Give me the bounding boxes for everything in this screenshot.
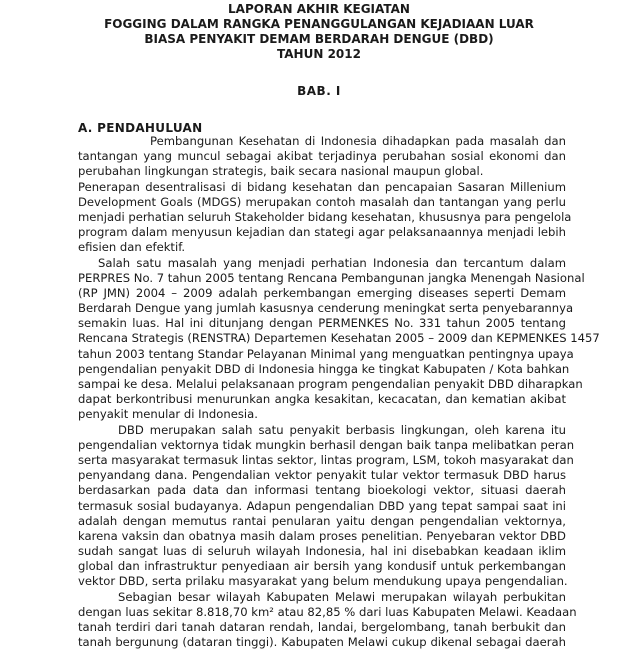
- body-line: vektor DBD, serta prilaku masyarakat yang belum mendukung upaya pengendalian.: [78, 574, 568, 589]
- body-line: berdasarkan pada data dan informasi tentang bioekologi vektor, situasi daerah: [78, 483, 566, 498]
- body-line: tahun 2003 tentang Standar Pelayanan Minimal yang menguatkan pentingnya upaya: [78, 346, 574, 361]
- body-text: [78, 134, 600, 650]
- body-line: dapat berkontribusi menurunkan angka kesakitan, kecacatan, dan kematian akibat: [78, 392, 566, 407]
- body-line: Pembangunan Kesehatan di Indonesia dihadapkan pada masalah dan: [150, 134, 566, 148]
- report-title-line-1: LAPORAN AKHIR KEGIATAN: [228, 2, 410, 16]
- body-line: Salah satu masalah yang menjadi perhatian Indonesia dan tercantum dalam: [98, 255, 566, 270]
- body-line: penyakit menular di Indonesia.: [78, 407, 258, 422]
- body-line: sudah sangat luas di seluruh wilayah Indonesia, hal ini disebabkan keadaan iklim: [78, 544, 566, 559]
- body-line: perubahan lingkungan strategis, baik secara nasional maupun global.: [78, 164, 484, 179]
- body-line: semakin luas. Hal ini ditunjang dengan PERMENKES No. 331 tahun 2005 tentang: [78, 316, 566, 331]
- body-line: pengendalian penyakit DBD di Indonesia hingga ke tingkat Kabupaten / Kota bahkan: [78, 361, 570, 376]
- chapter-heading: BAB. I: [297, 84, 341, 98]
- body-line: pengendalian vektornya tidak mungkin berhasil dengan baik tanpa melibatkan peran: [78, 437, 575, 452]
- body-line: dengan luas sekitar 8.818,70 km² atau 82,85 % dari luas Kabupaten Melawi. Keadaan: [78, 604, 577, 619]
- report-title-block: [0, 2, 638, 62]
- body-line: efisien dan efektif.: [78, 240, 186, 255]
- body-line: Sebagian besar wilayah Kabupaten Melawi merupakan wilayah perbukitan: [118, 589, 566, 604]
- report-title-line-4: TAHUN 2012: [277, 47, 361, 61]
- body-line: tanah bergunung (dataran tinggi). Kabupaten Melawi cukup dikenal sebagai daerah: [78, 635, 566, 650]
- body-line: termasuk sosial budayanya. Adapun pengendalian DBD yang tepat sampai saat ini: [78, 498, 566, 513]
- body-line: serta masyarakat termasuk lintas sektor, lintas program, LSM, tokoh masyarakat dan: [78, 452, 574, 467]
- report-title-line-3: BIASA PENYAKIT DEMAM BERDARAH DENGUE (DBD): [144, 32, 494, 46]
- body-line: PERPRES No. 7 tahun 2005 tentang Rencana Pembangunan jangka Menengah Nasional: [78, 270, 585, 285]
- body-line: sampai ke desa. Melalui pelaksanaan program pengendalian penyakit DBD diharapkan: [78, 377, 583, 391]
- body-line: Rencana Strategis (RENSTRA) Departemen Kesehatan 2005 – 2009 dan KEPMENKES 1457: [78, 331, 600, 346]
- body-line: tanah terdiri dari tanah dataran rendah, landai, bergelombang, tanah berbukit dan: [78, 620, 566, 634]
- section-heading: A. PENDAHULUAN: [78, 121, 203, 135]
- report-title-line-2: FOGGING DALAM RANGKA PENANGGULANGAN KEJADIAAN LUAR: [104, 17, 534, 31]
- body-line: program dalam menyusun kejadian dan stategi agar pelaksanaannya menjadi lebih: [78, 225, 566, 240]
- body-line: Development Goals (MDGS) merupakan contoh masalah dan tantangan yang perlu: [78, 194, 566, 209]
- body-line: tantangan yang muncul sebagai akibat terjadinya perubahan sosial ekonomi dan: [78, 149, 566, 164]
- body-line: Berdarah Dengue yang jumlah kasusnya cenderung meningkat serta penyebarannya: [78, 301, 574, 316]
- body-line: (RP JMN) 2004 – 2009 adalah perkembangan emerging diseases seperti Demam: [78, 285, 566, 300]
- body-line: karena vaksin dan obatnya masih dalam proses penelitian. Penyebaran vektor DBD: [78, 528, 566, 543]
- body-line: penyandang dana. Pengendalian vektor penyakit tular vektor termasuk DBD harus: [78, 468, 566, 483]
- body-line: menjadi perhatian seluruh Stakeholder bidang kesehatan, khususnya para pengelola: [78, 209, 572, 224]
- body-line: Penerapan desentralisasi di bidang kesehatan dan pencapaian Sasaran Millenium: [78, 179, 566, 194]
- body-line: adalah dengan memutus rantai penularan yaitu dengan pengendalian vektornya,: [78, 513, 566, 528]
- body-line: global dan infrastruktur penyediaan air bersih yang kondusif untuk perkembangan: [78, 559, 566, 574]
- body-line: DBD merupakan salah satu penyakit berbasis lingkungan, oleh karena itu: [118, 422, 566, 437]
